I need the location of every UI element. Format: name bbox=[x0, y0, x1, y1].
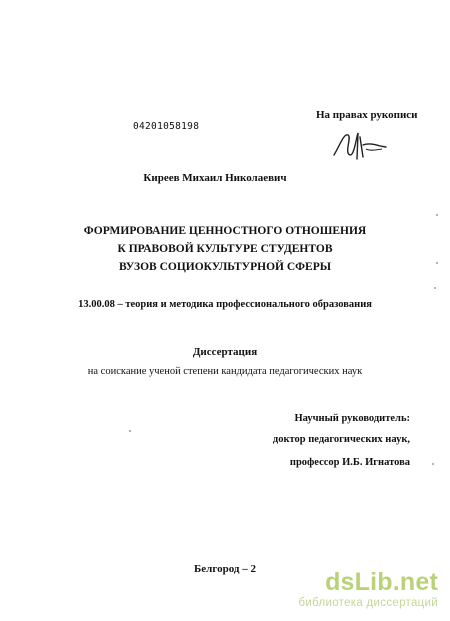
registry-code: 04201058198 bbox=[133, 121, 200, 132]
supervisor-name: профессор И.Б. Игнатова bbox=[289, 457, 410, 468]
scan-speck bbox=[436, 262, 438, 264]
title-line-1: ФОРМИРОВАНИЕ ЦЕННОСТНОГО ОТНОШЕНИЯ bbox=[83, 225, 367, 237]
scan-speck bbox=[434, 287, 436, 289]
handwritten-signature-icon bbox=[330, 125, 390, 165]
document-type: Диссертация bbox=[192, 346, 258, 358]
scan-speck bbox=[129, 430, 131, 432]
scan-speck bbox=[436, 214, 438, 216]
supervisor-label: Научный руководитель: bbox=[294, 413, 410, 424]
degree-line: на соискание ученой степени кандидата педагогических наук bbox=[87, 366, 363, 377]
supervisor-degree: доктор педагогических наук, bbox=[272, 434, 410, 445]
city-year: Белгород – 2 bbox=[194, 563, 256, 575]
specialty-code: 13.00.08 – теория и методика профессионального образования bbox=[78, 299, 372, 310]
watermark-logo: dsLib.net bbox=[325, 568, 438, 596]
watermark-subtitle: библиотека диссертаций bbox=[298, 597, 438, 609]
thesis-title bbox=[0, 222, 450, 276]
scan-speck bbox=[432, 463, 434, 465]
author-name: Киреев Михаил Николаевич bbox=[143, 172, 287, 184]
rights-note: На правах рукописи bbox=[316, 109, 418, 121]
title-line-3: ВУЗОВ СОЦИОКУЛЬТУРНОЙ СФЕРЫ bbox=[118, 261, 332, 273]
title-line-2: К ПРАВОВОЙ КУЛЬТУРЕ СТУДЕНТОВ bbox=[117, 243, 333, 255]
